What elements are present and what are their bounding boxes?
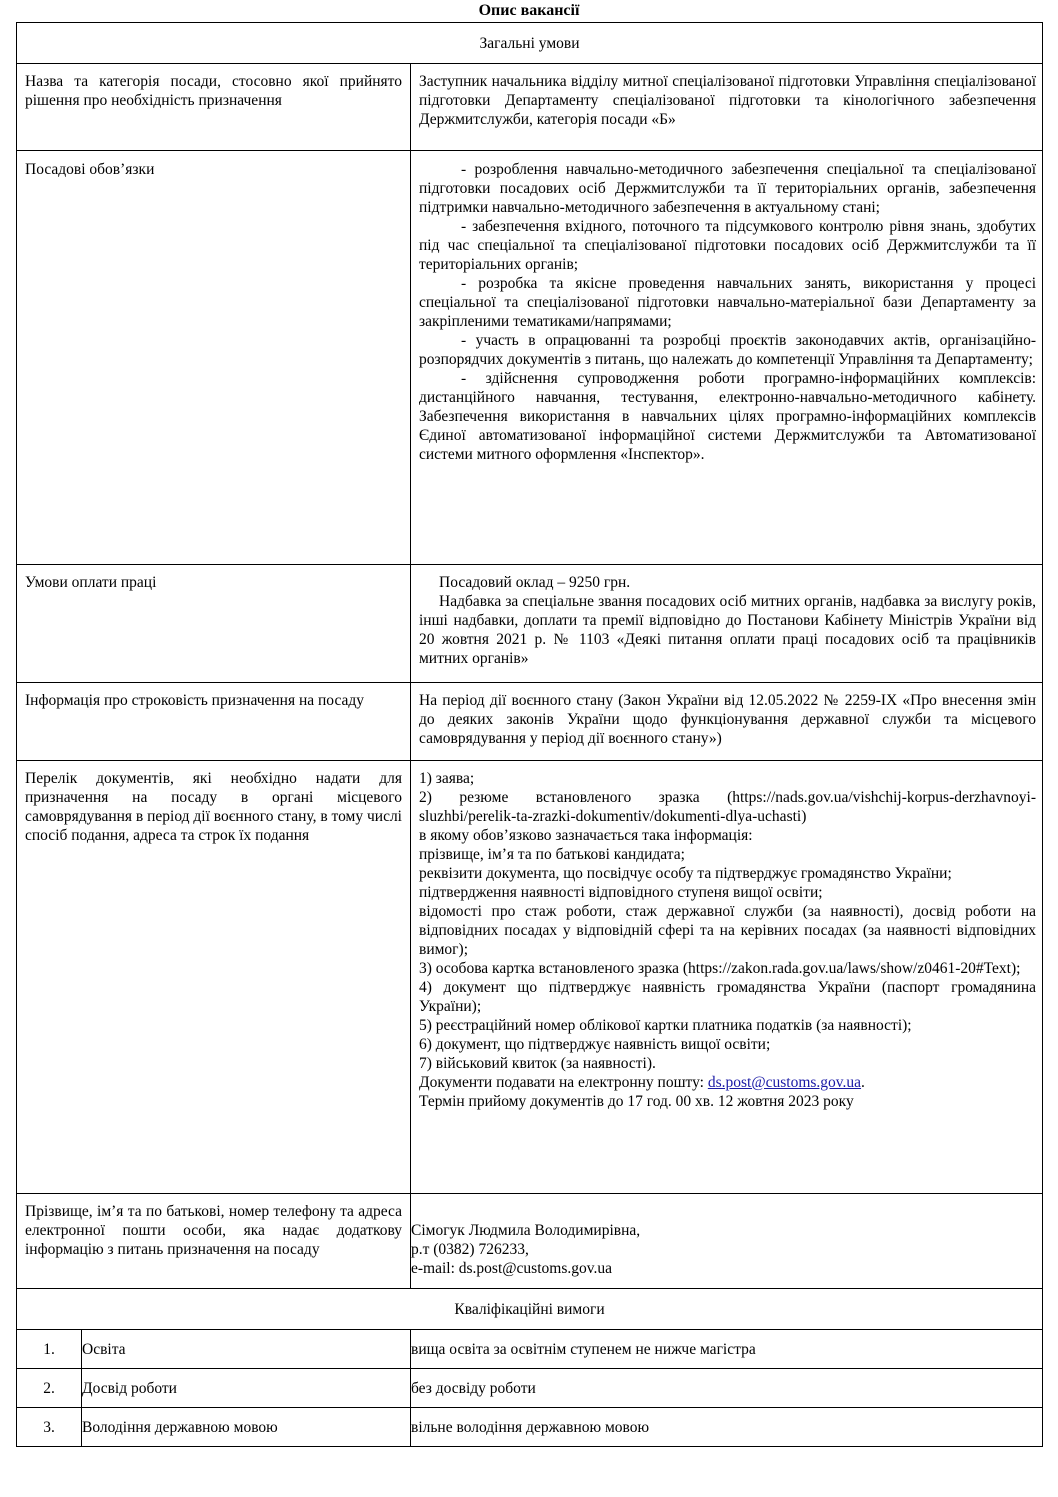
qual-row [17, 1330, 1043, 1369]
docs-list [411, 761, 1042, 1111]
duties-label-cell [17, 151, 411, 565]
contact-label-cell [17, 1194, 411, 1289]
doc-line: відомості про стаж роботи, стаж державної служби (за наявності), досвід роботи на відповідних посадах у відповідній сфері та на керівних посадах (за наявності відповідних вимог); [419, 903, 1037, 958]
qual-section-header [17, 1289, 1043, 1330]
term-label: Інформація про строковість призначення на посаду [25, 692, 365, 709]
term-row [17, 683, 1043, 761]
submit-suffix: . [861, 1074, 865, 1091]
contact-email: e-mail: ds.post@customs.gov.ua [411, 1259, 612, 1277]
contact-details [411, 1205, 1042, 1278]
qual-value: без досвіду роботи [411, 1369, 1043, 1408]
doc-line: підтвердження наявності відповідного ступеня вищої освіти; [419, 884, 823, 901]
contact-row [17, 1194, 1043, 1289]
qual-name: Освіта [82, 1330, 411, 1369]
doc-line: 3) особова картка встановленого зразка (https://zakon.rada.gov.ua/laws/show/z0461-20#Text); [419, 960, 1021, 977]
submit-prefix: Документи подавати на електронну пошту: [419, 1074, 708, 1091]
duty-item: - забезпечення вхідного, поточного та підсумкового контролю рівня знань, здобутих під час спеціальної та спеціалізованої підготовки посадових осіб Держмитслужби та її територіальних органів; [419, 218, 1037, 273]
qual-value: вища освіта за освітнім ступенем не нижче магістра [411, 1330, 1043, 1369]
doc-line: 6) документ, що підтверджує наявність вищої освіти; [419, 1036, 771, 1053]
submit-email-link[interactable]: ds.post@customs.gov.ua [707, 1074, 862, 1091]
term-value: На період дії воєнного стану (Закон України від 12.05.2022 № 2259-ІХ «Про внесення змін до деяких законів України щодо функціонування державної служби та місцевого самоврядування у період дії воєнного стану») [419, 692, 1037, 747]
qual-section-row [17, 1289, 1043, 1330]
position-row [17, 64, 1043, 151]
pay-label-cell [17, 565, 411, 683]
doc-line: 4) документ що підтверджує наявність громадянства України (паспорт громадянина України); [419, 979, 1037, 1015]
contact-phone: р.т (0382) 726233, [411, 1240, 529, 1258]
duty-item: - здійснення супроводження роботи програмно-інформаційних комплексів: дистанційного навчання, тестування, електронно-навчально-методичного кабінету. Забезпечення використання в навчальних цілях програмно-інформаційних комплексів Єдиної автоматизованої інформаційної системи Держмитслужби та Автоматизованої системи митного оформлення «Інспектор». [419, 370, 1037, 463]
general-section-title: Загальні умови [479, 34, 580, 52]
position-label-cell [17, 64, 411, 151]
duties-label: Посадові обов’язки [25, 161, 155, 178]
contact-name: Сімогук Людмила Володимирівна, [411, 1221, 641, 1239]
term-value-cell [411, 683, 1043, 761]
docs-label-cell [17, 761, 411, 1194]
position-value-cell [411, 64, 1043, 151]
salary-text: Посадовий оклад – 9250 грн. [439, 574, 631, 591]
doc-line: реквізити документа, що посвідчує особу та підтверджує громадянство України; [419, 865, 952, 882]
pay-value-cell [411, 565, 1043, 683]
qual-num: 1. [17, 1330, 82, 1369]
position-label: Назва та категорія посади, стосовно якої прийнято рішення про необхідність призначення [25, 73, 402, 109]
general-section-row [17, 23, 1043, 64]
qual-name: Володіння державною мовою [82, 1408, 411, 1447]
qual-name: Досвід роботи [82, 1369, 411, 1408]
qual-row [17, 1408, 1043, 1447]
duty-item: - розроблення навчально-методичного забезпечення спеціальної та спеціалізованої підготовки посадових осіб Держмитслужби та її територіальних органів, забезпечення підтримки навчально-методичного забезпечення в актуальному стані; [419, 161, 1037, 216]
bonuses-text: Надбавка за спеціальне звання посадових осіб митних органів, надбавка за вислугу років, інші надбавки, доплати та премії відповідно до Постанови Кабінету Міністрів України від 20 жовтня 2021 р. № 1103 «Деякі питання оплати праці посадових осіб та працівників митних органів» [419, 593, 1037, 667]
pay-value [411, 565, 1042, 668]
qual-num: 3. [17, 1408, 82, 1447]
docs-value-cell [411, 761, 1043, 1194]
page-title: Опис вакансії [478, 2, 580, 19]
qual-section-title: Кваліфікаційні вимоги [454, 1300, 605, 1318]
contact-label: Прізвище, ім’я та по батькові, номер телефону та адреса електронної пошти особи, яка надає додаткову інформацію з питань призначення на посаду [25, 1203, 402, 1258]
doc-line: 5) реєстраційний номер облікової картки платника податків (за наявності); [419, 1017, 912, 1034]
duty-item: - участь в опрацюванні та розробці проєктів законодавчих актів, організаційно-розпорядчих документів з питань, що належать до компетенції Управління та Департаменту; [419, 332, 1037, 368]
duties-row [17, 151, 1043, 565]
docs-row [17, 761, 1043, 1194]
qual-num: 2. [17, 1369, 82, 1408]
general-section-header [17, 23, 1043, 64]
doc-line: в якому обов’язково зазначається така інформація: [419, 827, 753, 844]
qual-row [17, 1369, 1043, 1408]
doc-line: прізвище, ім’я та по батькові кандидата; [419, 846, 685, 863]
contact-value-cell [411, 1194, 1043, 1289]
duties-list [411, 151, 1042, 464]
pay-row [17, 565, 1043, 683]
duty-item: - розробка та якісне проведення навчальних занять, використання у процесі спеціальної та спеціалізованої підготовки навчально-матеріальної бази Департаменту за закріпленими тематиками/напрямами; [419, 275, 1037, 330]
doc-line: 1) заява; [419, 770, 475, 787]
position-value: Заступник начальника відділу митної спеціалізованої підготовки Управління спеціалізованої підготовки Департаменту спеціалізованої підготовки та кінологічного забезпечення Держмитслужби, категорія посади «Б» [419, 73, 1037, 128]
vacancy-table [16, 22, 1043, 1447]
doc-line: 2) резюме встановленого зразка (https://nads.gov.ua/vishchij-korpus-derzhavnoyi-sluzhbi/perelik-ta-zrazki-dokumentiv/dokumenti-dlya-uchasti) [419, 789, 1037, 825]
term-label-cell [17, 683, 411, 761]
submit-line [419, 1073, 1036, 1092]
duties-value-cell [411, 151, 1043, 565]
pay-label: Умови оплати праці [25, 574, 157, 591]
deadline-text: Термін прийому документів до 17 год. 00 хв. 12 жовтня 2023 року [419, 1093, 854, 1110]
docs-label: Перелік документів, які необхідно надати для призначення на посаду в органі місцевого самоврядування в період дії воєнного стану, в тому числі спосіб подання, адреса та строк їх подання [25, 770, 402, 844]
doc-line: 7) військовий квиток (за наявності). [419, 1055, 656, 1072]
qual-value: вільне володіння державною мовою [411, 1408, 1043, 1447]
